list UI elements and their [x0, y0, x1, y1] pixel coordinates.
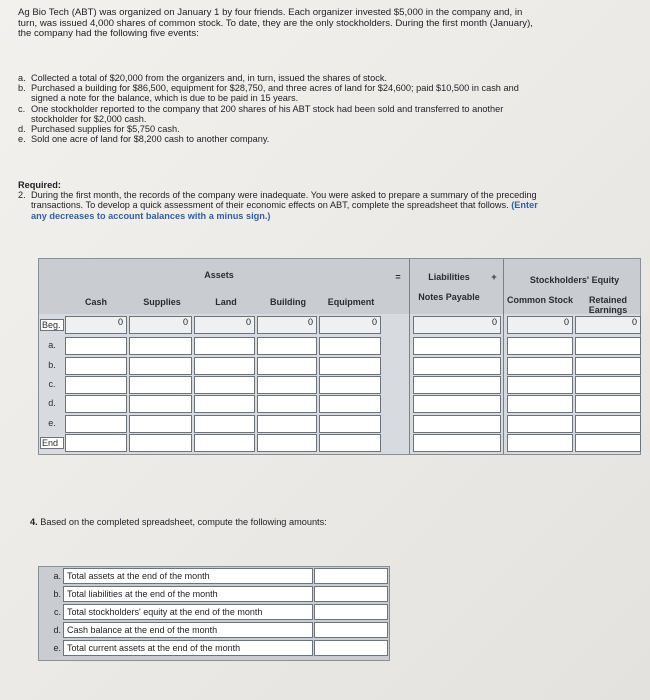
cell-e-building[interactable]	[257, 415, 317, 433]
event-letter: b.	[18, 83, 26, 94]
cell-end-cash[interactable]	[65, 434, 127, 452]
cell-end-equipment[interactable]	[319, 434, 381, 452]
cell-beg-land: 0	[194, 316, 255, 334]
answer-row	[39, 604, 389, 621]
answer-input-total-equity[interactable]	[314, 604, 388, 620]
cell-beg-building: 0	[257, 316, 317, 334]
cell-a-cash[interactable]	[65, 337, 127, 355]
cell-b-building[interactable]	[257, 357, 317, 375]
cell-b-retained-earnings[interactable]	[575, 357, 641, 375]
event-text: Purchased supplies for $5,750 cash.	[31, 124, 180, 135]
cell-b-land[interactable]	[194, 357, 255, 375]
cell-d-cash[interactable]	[65, 395, 127, 413]
cell-b-notes-payable[interactable]	[413, 357, 501, 375]
answer-input-cash-balance[interactable]	[314, 622, 388, 638]
cell-b-equipment[interactable]	[319, 357, 381, 375]
cell-c-notes-payable[interactable]	[413, 376, 501, 394]
cell-a-land[interactable]	[194, 337, 255, 355]
equals-sign: =	[395, 272, 401, 282]
cell-d-notes-payable[interactable]	[413, 395, 501, 413]
cell-c-common-stock[interactable]	[507, 376, 573, 394]
event-text: One stockholder reported to the company that 200 shares of his ABT stock had been sold and transferred to another stockholder for $2,000 cash.	[31, 103, 504, 124]
equity-header: Stockholders' Equity	[529, 275, 620, 285]
cell-a-equipment[interactable]	[319, 337, 381, 355]
answer-row	[39, 622, 389, 639]
answer-input-current-assets[interactable]	[314, 640, 388, 656]
cell-e-supplies[interactable]	[129, 415, 192, 433]
answer-label: Cash balance at the end of the month	[63, 622, 313, 638]
cell-d-equipment[interactable]	[319, 395, 381, 413]
event-text: Sold one acre of land for $8,200 cash to another company.	[31, 134, 270, 145]
cell-e-retained-earnings[interactable]	[575, 415, 641, 433]
cell-b-cash[interactable]	[65, 357, 127, 375]
cell-beg-retained-earnings: 0	[575, 316, 641, 334]
row-label-b: b.	[48, 360, 56, 370]
cell-beg-supplies: 0	[129, 316, 192, 334]
event-item	[18, 83, 538, 103]
event-letter: d.	[18, 124, 26, 135]
cell-end-building[interactable]	[257, 434, 317, 452]
plus-sign: +	[491, 272, 497, 282]
required-section	[18, 180, 538, 221]
minus-sign-note: (Enter any decreases to account balances with a minus sign.)	[31, 200, 538, 221]
cell-e-common-stock[interactable]	[507, 415, 573, 433]
required-heading: Required:	[18, 180, 61, 190]
question-number: 2.	[18, 190, 26, 201]
row-label-c: c.	[48, 379, 56, 389]
column-header-building: Building	[270, 297, 306, 307]
row-label-end: End	[40, 437, 64, 449]
column-header-cash: Cash	[84, 297, 107, 307]
cell-c-retained-earnings[interactable]	[575, 376, 641, 394]
intro-paragraph: Ag Bio Tech (ABT) was organized on January 1 by four friends. Each organizer invested $5,000 in the company and, in turn, was issued 4,000 shares of common stock. To date, they are the only stockholders. During the first month (January), the company had the following five events:	[18, 7, 533, 40]
answer-input-total-liabilities[interactable]	[314, 586, 388, 602]
cell-c-supplies[interactable]	[129, 376, 192, 394]
spreadsheet	[38, 258, 641, 455]
cell-a-supplies[interactable]	[129, 337, 192, 355]
cell-beg-notes-payable: 0	[413, 316, 501, 334]
cell-d-building[interactable]	[257, 395, 317, 413]
cell-end-retained-earnings[interactable]	[575, 434, 641, 452]
cell-beg-common-stock: 0	[507, 316, 573, 334]
cell-b-common-stock[interactable]	[507, 357, 573, 375]
cell-a-common-stock[interactable]	[507, 337, 573, 355]
question-text: During the first month, the records of the company were inadequate. You were asked to prepare a summary of the preceding transactions. To develop a quick assessment of their economic effects on ABT, complete the spreadsheet that follows.	[31, 190, 537, 211]
event-item	[18, 124, 538, 134]
row-label-e: e.	[48, 418, 56, 428]
cell-c-building[interactable]	[257, 376, 317, 394]
cell-e-land[interactable]	[194, 415, 255, 433]
answer-row	[39, 586, 389, 603]
event-letter: e.	[18, 134, 26, 145]
cell-c-cash[interactable]	[65, 376, 127, 394]
cell-a-building[interactable]	[257, 337, 317, 355]
event-item	[18, 73, 538, 83]
event-text: Purchased a building for $86,500, equipment for $28,750, and three acres of land for $24,600; paid $10,500 in cash and signed a note for the balance, which is due to be paid in 15 years.	[31, 83, 519, 104]
cell-beg-equipment: 0	[319, 316, 381, 334]
row-label-d: d.	[48, 398, 56, 408]
column-header-supplies: Supplies	[143, 297, 181, 307]
cell-e-equipment[interactable]	[319, 415, 381, 433]
column-header-common-stock: Common Stock	[507, 295, 574, 305]
cell-end-common-stock[interactable]	[507, 434, 573, 452]
events-list	[18, 73, 538, 144]
cell-end-supplies[interactable]	[129, 434, 192, 452]
question-text: Based on the completed spreadsheet, compute the following amounts:	[40, 517, 327, 527]
question-number: 4.	[30, 517, 38, 527]
column-header-notes-payable: Notes Payable	[418, 292, 480, 302]
cell-beg-cash: 0	[65, 316, 127, 334]
event-item	[18, 104, 538, 124]
cell-d-common-stock[interactable]	[507, 395, 573, 413]
answer-letter: d.	[53, 625, 61, 635]
column-header-retained-earnings: Retained Earnings	[588, 295, 628, 315]
answer-letter: c.	[53, 607, 61, 617]
cell-e-notes-payable[interactable]	[413, 415, 501, 433]
answer-label: Total liabilities at the end of the month	[63, 586, 313, 602]
event-item	[18, 134, 538, 144]
event-text: Collected a total of $20,000 from the organizers and, in turn, issued the shares of stock.	[31, 73, 387, 83]
equation-divider	[409, 259, 410, 454]
answer-letter: b.	[53, 589, 61, 599]
answers-table	[38, 566, 390, 661]
cell-end-land[interactable]	[194, 434, 255, 452]
cell-end-notes-payable[interactable]	[413, 434, 501, 452]
answer-input-total-assets[interactable]	[314, 568, 388, 584]
liabilities-header: Liabilities	[428, 272, 470, 282]
answer-label: Total assets at the end of the month	[63, 568, 313, 584]
cell-d-retained-earnings[interactable]	[575, 395, 641, 413]
question-4	[30, 517, 327, 527]
cell-d-land[interactable]	[194, 395, 255, 413]
cell-b-supplies[interactable]	[129, 357, 192, 375]
required-question	[18, 190, 538, 221]
event-letter: c.	[18, 103, 26, 114]
answer-letter: e.	[53, 643, 61, 653]
answer-row	[39, 568, 389, 585]
answer-row	[39, 640, 389, 657]
assets-header: Assets	[204, 270, 234, 280]
cell-e-cash[interactable]	[65, 415, 127, 433]
cell-c-land[interactable]	[194, 376, 255, 394]
row-label-a: a.	[48, 340, 56, 350]
equation-divider	[503, 259, 504, 454]
cell-a-retained-earnings[interactable]	[575, 337, 641, 355]
event-letter: a.	[18, 73, 26, 83]
row-label-beg: Beg.	[40, 319, 64, 331]
cell-a-notes-payable[interactable]	[413, 337, 501, 355]
answer-letter: a.	[53, 571, 61, 581]
answer-label: Total stockholders' equity at the end of the month	[63, 604, 313, 620]
answer-label: Total current assets at the end of the month	[63, 640, 313, 656]
column-header-land: Land	[215, 297, 237, 307]
cell-d-supplies[interactable]	[129, 395, 192, 413]
cell-c-equipment[interactable]	[319, 376, 381, 394]
column-header-equipment: Equipment	[327, 297, 375, 307]
